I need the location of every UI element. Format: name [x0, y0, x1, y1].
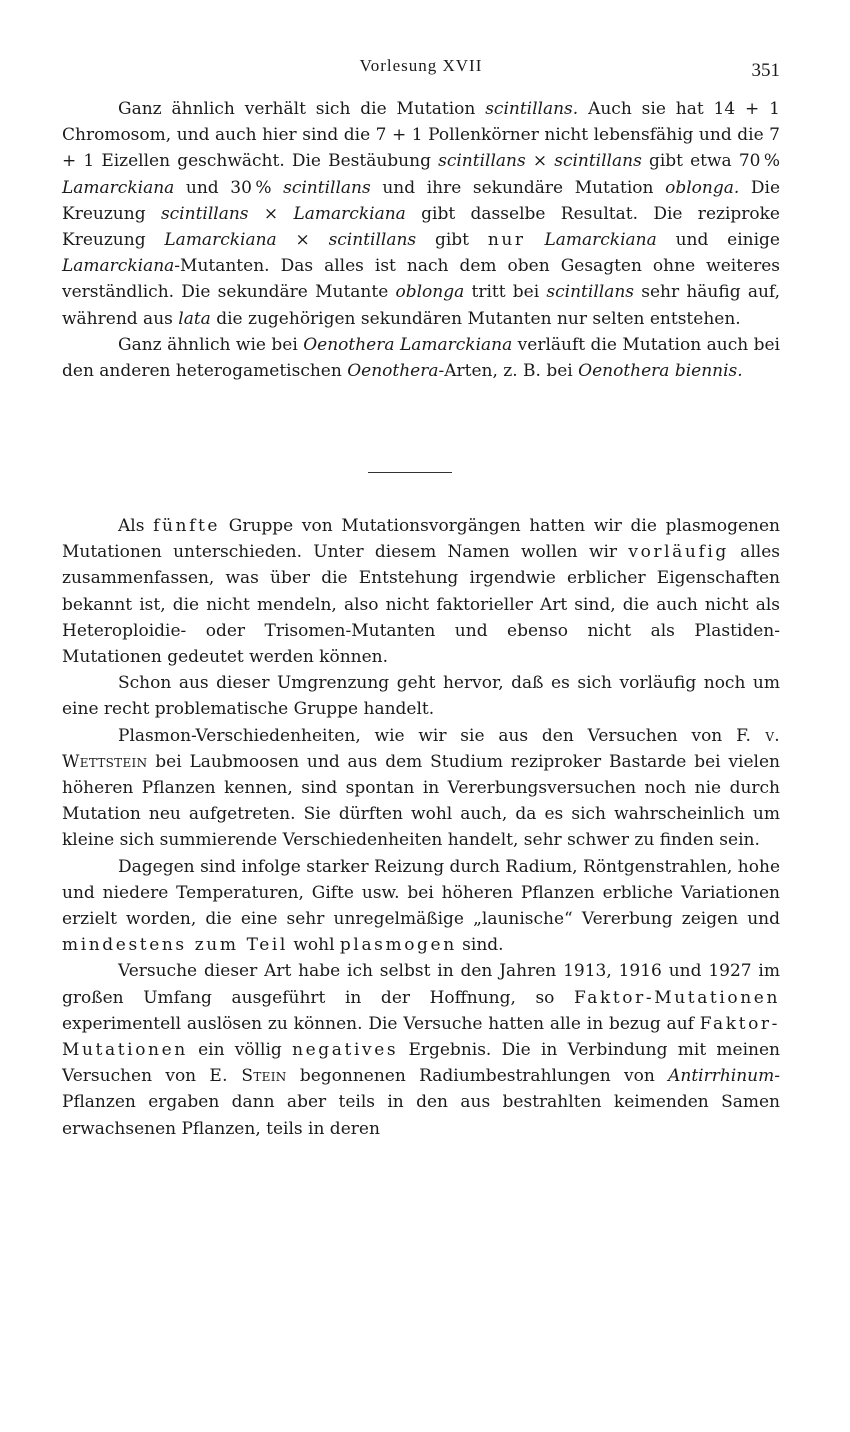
page-number: 351 [751, 60, 780, 81]
paragraph-reizung: Dagegen sind infolge starker Reizung durch Radium, Röntgenstrahlen, hohe und niedere Temperaturen, Gifte usw. bei höheren Pflanzen erbliche Variationen erzielt worden, die eine sehr unregelmäßige „launische“ Vererbung zeigen und mindestens zum Teil wohl plasmogen sind. [62, 856, 780, 956]
paragraph-plasmon: Plasmon-Verschiedenheiten, wie wir sie aus den Versuchen von F. v. Wettstein bei Laubmoosen und aus dem Studium reziproker Bastarde bei vielen höheren Pflanzen kennen, sind spontan in Vererbungsversuchen noch nie durch Mutation neu aufgetreten. Sie dürften wohl auch, da es sich wahrscheinlich um kleine sich summierende Verschiedenheiten handelt, sehr schwer zu finden sein. [62, 725, 780, 851]
paragraph-umgrenzung: Schon aus dieser Umgrenzung geht hervor, daß es sich vorläufig noch um eine recht problematische Gruppe handelt. [62, 673, 780, 720]
paragraph-oenothera: Ganz ähnlich wie bei Oenothera Lamarckiana verläuft die Mutation auch bei den anderen heterogametischen Oenothera-Arten, z. B. bei Oenothera biennis. [62, 334, 780, 382]
section-divider [368, 472, 452, 473]
running-head: Vorlesung XVII [359, 56, 483, 75]
text-block-bottom [62, 513, 780, 1142]
paragraph-plasmogen-intro: Als fünfte Gruppe von Mutationsvorgängen hatten wir die plasmogenen Mutationen unterschieden. Unter diesem Namen wollen wir vorläufig alles zusammenfassen, was über die Entstehung irgendwie erblicher Eigenschaften bekannt ist, die nicht mendeln, also nicht faktorieller Art sind, die auch nicht als Heteroploidie- oder Trisomen-Mutanten und ebenso nicht als Plastiden-Mutationen gedeutet werden können. [62, 516, 781, 668]
page-header [62, 56, 780, 84]
paragraph-versuche: Versuche dieser Art habe ich selbst in den Jahren 1913, 1916 und 1927 im großen Umfang ausgeführt in der Hoffnung, so Faktor-Mutationen experimentell auslösen zu können. Die Versuche hatten alle in bezug auf Faktor-Mutationen ein völlig negatives Ergebnis. Die in Verbindung mit meinen Versuchen von E. Stein begonnenen Radiumbestrahlungen von Antirrhinum-Pflanzen ergaben dann aber teils in den aus bestrahlten keimenden Samen erwachsenen Pflanzen, teils in deren [62, 961, 780, 1139]
text-block-top [62, 96, 780, 384]
paragraph-scintillans: Ganz ähnlich verhält sich die Mutation scintillans. Auch sie hat 14 + 1 Chromosom, und auch hier sind die 7 + 1 Pollenkörner nicht lebensfähig und die 7 + 1 Eizellen geschwächt. Die Bestäubung scintillans × scintillans gibt etwa 70 % Lamarckiana und 30 % scintillans und ihre sekundäre Mutation oblonga. Die Kreuzung scintillans × Lamarckiana gibt dasselbe Resultat. Die reziproke Kreuzung Lamarckiana × scintillans gibt nur Lamarckiana und einige Lamarckiana-Mutanten. Das alles ist nach dem oben Gesagten ohne weiteres verständlich. Die sekundäre Mutante oblonga tritt bei scintillans sehr häufig auf, während aus lata die zugehörigen sekundären Mutanten nur selten entstehen. [62, 99, 781, 329]
